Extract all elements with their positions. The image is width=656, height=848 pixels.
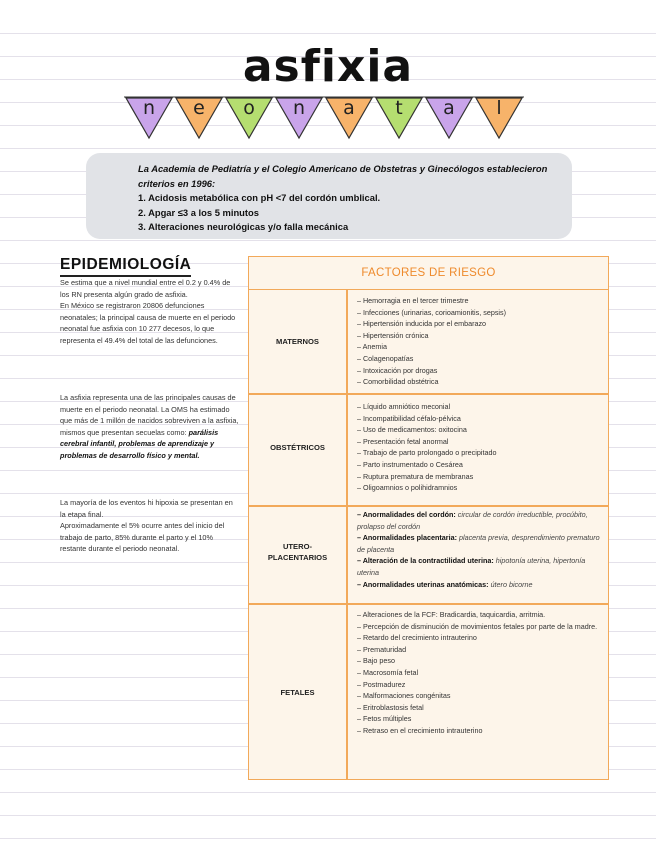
category-obstetricos: OBSTÉTRICOS [270,443,325,452]
list-item: – Líquido amniótico meconial [357,402,451,411]
category-maternos: MATERNOS [276,337,319,346]
list-item: – Hipertensión crónica [357,330,429,340]
list-item: – Retardo del crecimiento intrauterino [357,633,477,643]
category-fetales: FETALES [280,688,315,697]
list-item: – Comorbilidad obstétrica [357,377,439,387]
item-detail: placenta previa, desprendimiento prematuro de placenta [357,533,600,554]
epidemiology-block-1 [60,277,240,347]
criteria-point: 3. Alteraciones neurológicas y/o falla mecánica [138,221,349,233]
list-item: – Uso de medicamentos: oxitocina [357,425,467,435]
neonatal-bunting-banner [124,94,524,144]
list-item: – Hipertensión inducida por el embarazo [357,319,487,329]
epidemiology-paragraph: Se estima que a nivel mundial entre el 0.2 y 0.4% de los RN presenta algún grado de asfixia. [60,278,231,299]
list-item: – Prematuridad [357,644,407,654]
list-item [357,532,603,555]
item-detail: útero bicorne [490,579,533,589]
list-item: – Incompatibilidad céfalo-pélvica [357,413,461,423]
item-detail: hipotonía uterina, hipertonía uterina [357,556,586,577]
flag-letter: o [243,97,255,119]
criteria-box [86,153,572,239]
flag-letter: t [395,97,403,119]
list-item: – Retraso en el crecimiento intrauterino [357,725,483,735]
list-item: – Postmadurez [357,679,406,689]
flag-letter: a [443,97,455,119]
item-detail: circular de cordón irreductible, procúbito, prolapso del cordón [357,510,588,531]
epidemiology-paragraph: La mayoría de los eventos hi hipoxia se presentan en la etapa final. [60,498,233,519]
epidemiology-heading: EPIDEMIOLOGÍA [60,255,191,277]
category-utero-placentarios [249,541,346,563]
item-heading: – Alteración de la contractilidad uterina: [357,556,494,566]
list-item: – Ruptura prematura de membranas [357,471,474,481]
list-item: – Percepción de disminución de movimientos fetales por parte de la madre. [357,621,598,631]
list-item: – Colagenopatías [357,353,414,363]
page-title: asfixia [242,41,414,92]
epidemiology-text: La asfixia representa una de las principales causas de muerte en el periodo neonatal. La OMS ha estimado que más de 1 millón de nacidos sobreviven a la asfixia, mismos que presentan secuelas como: [60,393,239,437]
epidemiology-paragraph: Aproximadamente el 5% ocurre antes del inicio del trabajo de parto, 85% durante el parto y el 10% restante durante el periodo neonatal. [60,521,225,554]
flag-letter: l [496,97,502,119]
risk-factors-table [248,256,609,780]
list-item [357,509,603,532]
flag-letter: a [343,97,355,119]
epidemiology-emphasis: parálisis cerebral infantil, problemas de aprendizaje y problemas de desarrollo físico y mental. [60,427,219,460]
criteria-lead: La Academia de Pediatría y el Colegio Americano de Obstetras y Ginecólogos establecieron criterios en 1996: [138,163,548,189]
column-divider [346,289,348,779]
list-item: – Fetos múltiples [357,714,412,724]
list-item: – Bajo peso [357,656,395,666]
row-divider [249,505,608,507]
epidemiology-paragraph [60,392,240,462]
list-item: – Oligoamnios o polihidramnios [357,483,458,493]
category-label: UTERO- [282,542,313,551]
utero-placentarios-list [357,509,603,590]
list-item: – Intoxicación por drogas [357,365,438,375]
flag-letter: n [292,97,306,119]
list-item: – Eritroblastosis fetal [357,702,424,712]
row-divider [249,393,608,395]
list-item: – Presentación fetal anormal [357,436,449,446]
list-item: – Infecciones (urinarias, corioamionitis, sepsis) [357,307,507,317]
list-item [357,555,603,578]
fetales-list [357,609,603,737]
maternos-list [357,295,603,388]
list-item: – Malformaciones congénitas [357,691,451,701]
list-item: – Anemia [357,342,387,352]
criteria-point: 1. Acidosis metabólica con pH <7 del cordón umblical. [138,192,381,204]
flag-letter: e [193,97,205,119]
item-heading: – Anormalidades del cordón: [357,510,456,519]
obstetricos-list [357,401,603,494]
flag-letter: n [142,97,156,119]
epidemiology-block-3 [60,497,240,555]
category-label: PLACENTARIOS [267,553,328,562]
risk-factors-header: FACTORES DE RIESGO [249,257,608,290]
row-divider [249,603,608,605]
list-item: – Macrosomía fetal [357,667,419,677]
item-heading: – Anormalidades uterinas anatómicas: [357,579,489,589]
item-heading: – Anormalidades placentaria: [357,533,457,543]
criteria-point: 2. Apgar ≤3 a los 5 minutos [138,206,259,218]
list-item: – Hemorragia en el tercer trimestre [357,296,469,305]
list-item: – Parto instrumentado o Cesárea [357,459,463,469]
list-item: – Trabajo de parto prolongado o precipitado [357,448,497,458]
epidemiology-paragraph: En México se registraron 20806 defunciones neonatales; la principal causa de muerte en el periodo neonatal fue asfixia con 10 277 decesos, lo que representa el 49.4% del total de las defunciones. [60,301,236,345]
list-item [357,579,603,591]
list-item: – Alteraciones de la FCF: Bradicardia, taquicardia, arritmia. [357,610,546,619]
epidemiology-block-2 [60,392,240,462]
